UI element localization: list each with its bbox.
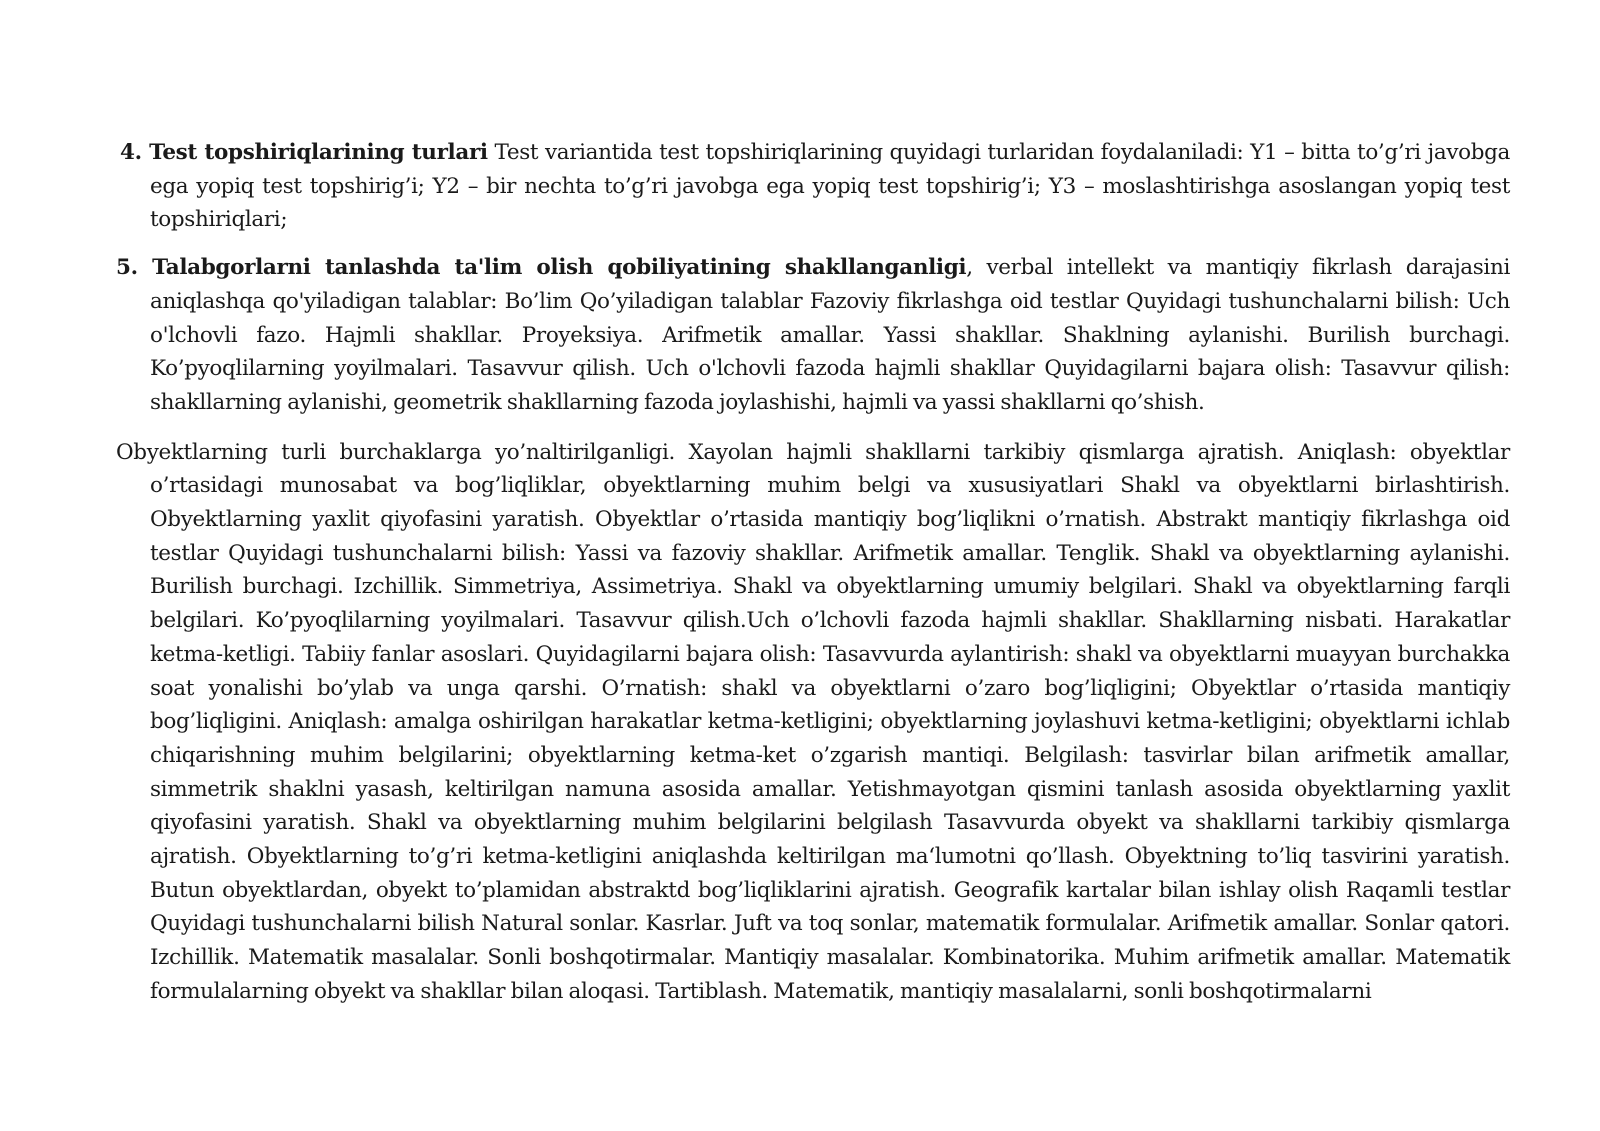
paragraph-heading: 5. Talabgorlarni tanlashda ta'lim olish qobiliyatining shakllanganligi — [116, 255, 967, 281]
paragraph-test-types — [116, 136, 1510, 237]
paragraph-text: Test variantida test topshiriqlarining quyidagi turlaridan foydalaniladi: Y1 – bitta to’g’ri javobga ega yopiq test topshirig’i; Y2 – bir nechta to’g’ri javobga ega yopiq test topshirig’i; Y3 – moslashtirishga asoslangan yopiq test topshiriqlari; — [150, 140, 1511, 233]
paragraph-object-orientation — [116, 436, 1510, 1009]
paragraph-heading: 4. Test topshiriqlarining turlari — [120, 140, 488, 165]
document-body — [116, 136, 1510, 1009]
paragraph-text: , verbal intellekt va mantiqiy fikrlash darajasini aniqlashqa qo'yiladigan talablar: Bo’lim Qo’yiladigan talablar Fazoviy fikrlashga oid testlar Quyidagi tushunchalarni bilish: Uch o'lchovli fazo. Hajmli shakllar. Proyeksiya. Arifmetik amallar. Yassi shakllar. Shaklning aylanishi. Burilish burchagi. Ko’pyoqlilarning yoyilmalari. Tasavvur qilish. Uch o'lchovli fazoda hajmli shakllar Quyidagilarni bajara olish: Tasavvur qilish: shakllarning aylanishi, geometrik shakllarning fazoda joylashishi, hajmli va yassi shakllarni qo’shish. — [150, 255, 1510, 415]
paragraph-candidate-selection — [116, 251, 1510, 420]
paragraph-text: Obyektlarning turli burchaklarga yo’naltirilganligi. Xayolan hajmli shakllarni tarkibiy qismlarga ajratish. Aniqlash: obyektlar o’rtasidagi munosabat va bog’liqliklar, obyektlarning muhim belgi va xususiyatlari Shakl va obyektlarni birlashtirish. Obyektlarning yaxlit qiyofasini yaratish. Obyektlar o’rtasida mantiqiy bog’liqlikni o’rnatish. Abstrakt mantiqiy fikrlashga oid testlar Quyidagi tushunchalarni bilish: Yassi va fazoviy shakllar. Arifmetik amallar. Tenglik. Shakl va obyektlarning aylanishi. Burilish burchagi. Izchillik. Simmetriya, Assimetriya. Shakl va obyektlarning umumiy belgilari. Shakl va obyektlarning farqli belgilari. Ko’pyoqlilarning yoyilmalari. Tasavvur qilish.Uch o’lchovli fazoda hajmli shakllar. Shakllarning nisbati. Harakatlar ketma-ketligi. Tabiiy fanlar asoslari. Quyidagilarni bajara olish: Tasavvurda aylantirish: shakl va obyektlarni muayyan burchakka soat yonalishi bo’ylab va unga qarshi. O’rnatish: shakl va obyektlarni o’zaro bog’liqligini; Obyektlar o’rtasida mantiqiy bog’liqligini. Aniqlash: amalga oshirilgan harakatlar ketma-ketligini; obyektlarning joylashuvi ketma-ketligini; obyektlarni ichlab chiqarishning muhim belgilarini; obyektlarning ketma-ket o’zgarish mantiqi. Belgilash: tasvirlar bilan arifmetik amallar, simmetrik shaklni yasash, keltirilgan namuna asosida amallar. Yetishmayotgan qismini tanlash asosida obyektlarning yaxlit qiyofasini yaratish. Shakl va obyektlarning muhim belgilarini belgilash Tasavvurda obyekt va shakllarni tarkibiy qismlarga ajratish. Obyektlarning to’g’ri ketma-ketligini aniqlashda keltirilgan ma‘lumotni qo’llash. Obyektning to’liq tasvirini yaratish. Butun obyektlardan, obyekt to’plamidan abstraktd bog’liqliklarini ajratish. Geografik kartalar bilan ishlay olish Raqamli testlar Quyidagi tushunchalarni bilish Natural sonlar. Kasrlar. Juft va toq sonlar, matematik formulalar. Arifmetik amallar. Sonlar qatori. Izchillik. Matematik masalalar. Sonli boshqotirmalar. Mantiqiy masalalar. Kombinatorika. Muhim arifmetik amallar. Matematik formulalarning obyekt va shakllar bilan aloqasi. Tartiblash. Matematik, mantiqiy masalalarni, sonli boshqotirmalarni — [116, 439, 1510, 1004]
